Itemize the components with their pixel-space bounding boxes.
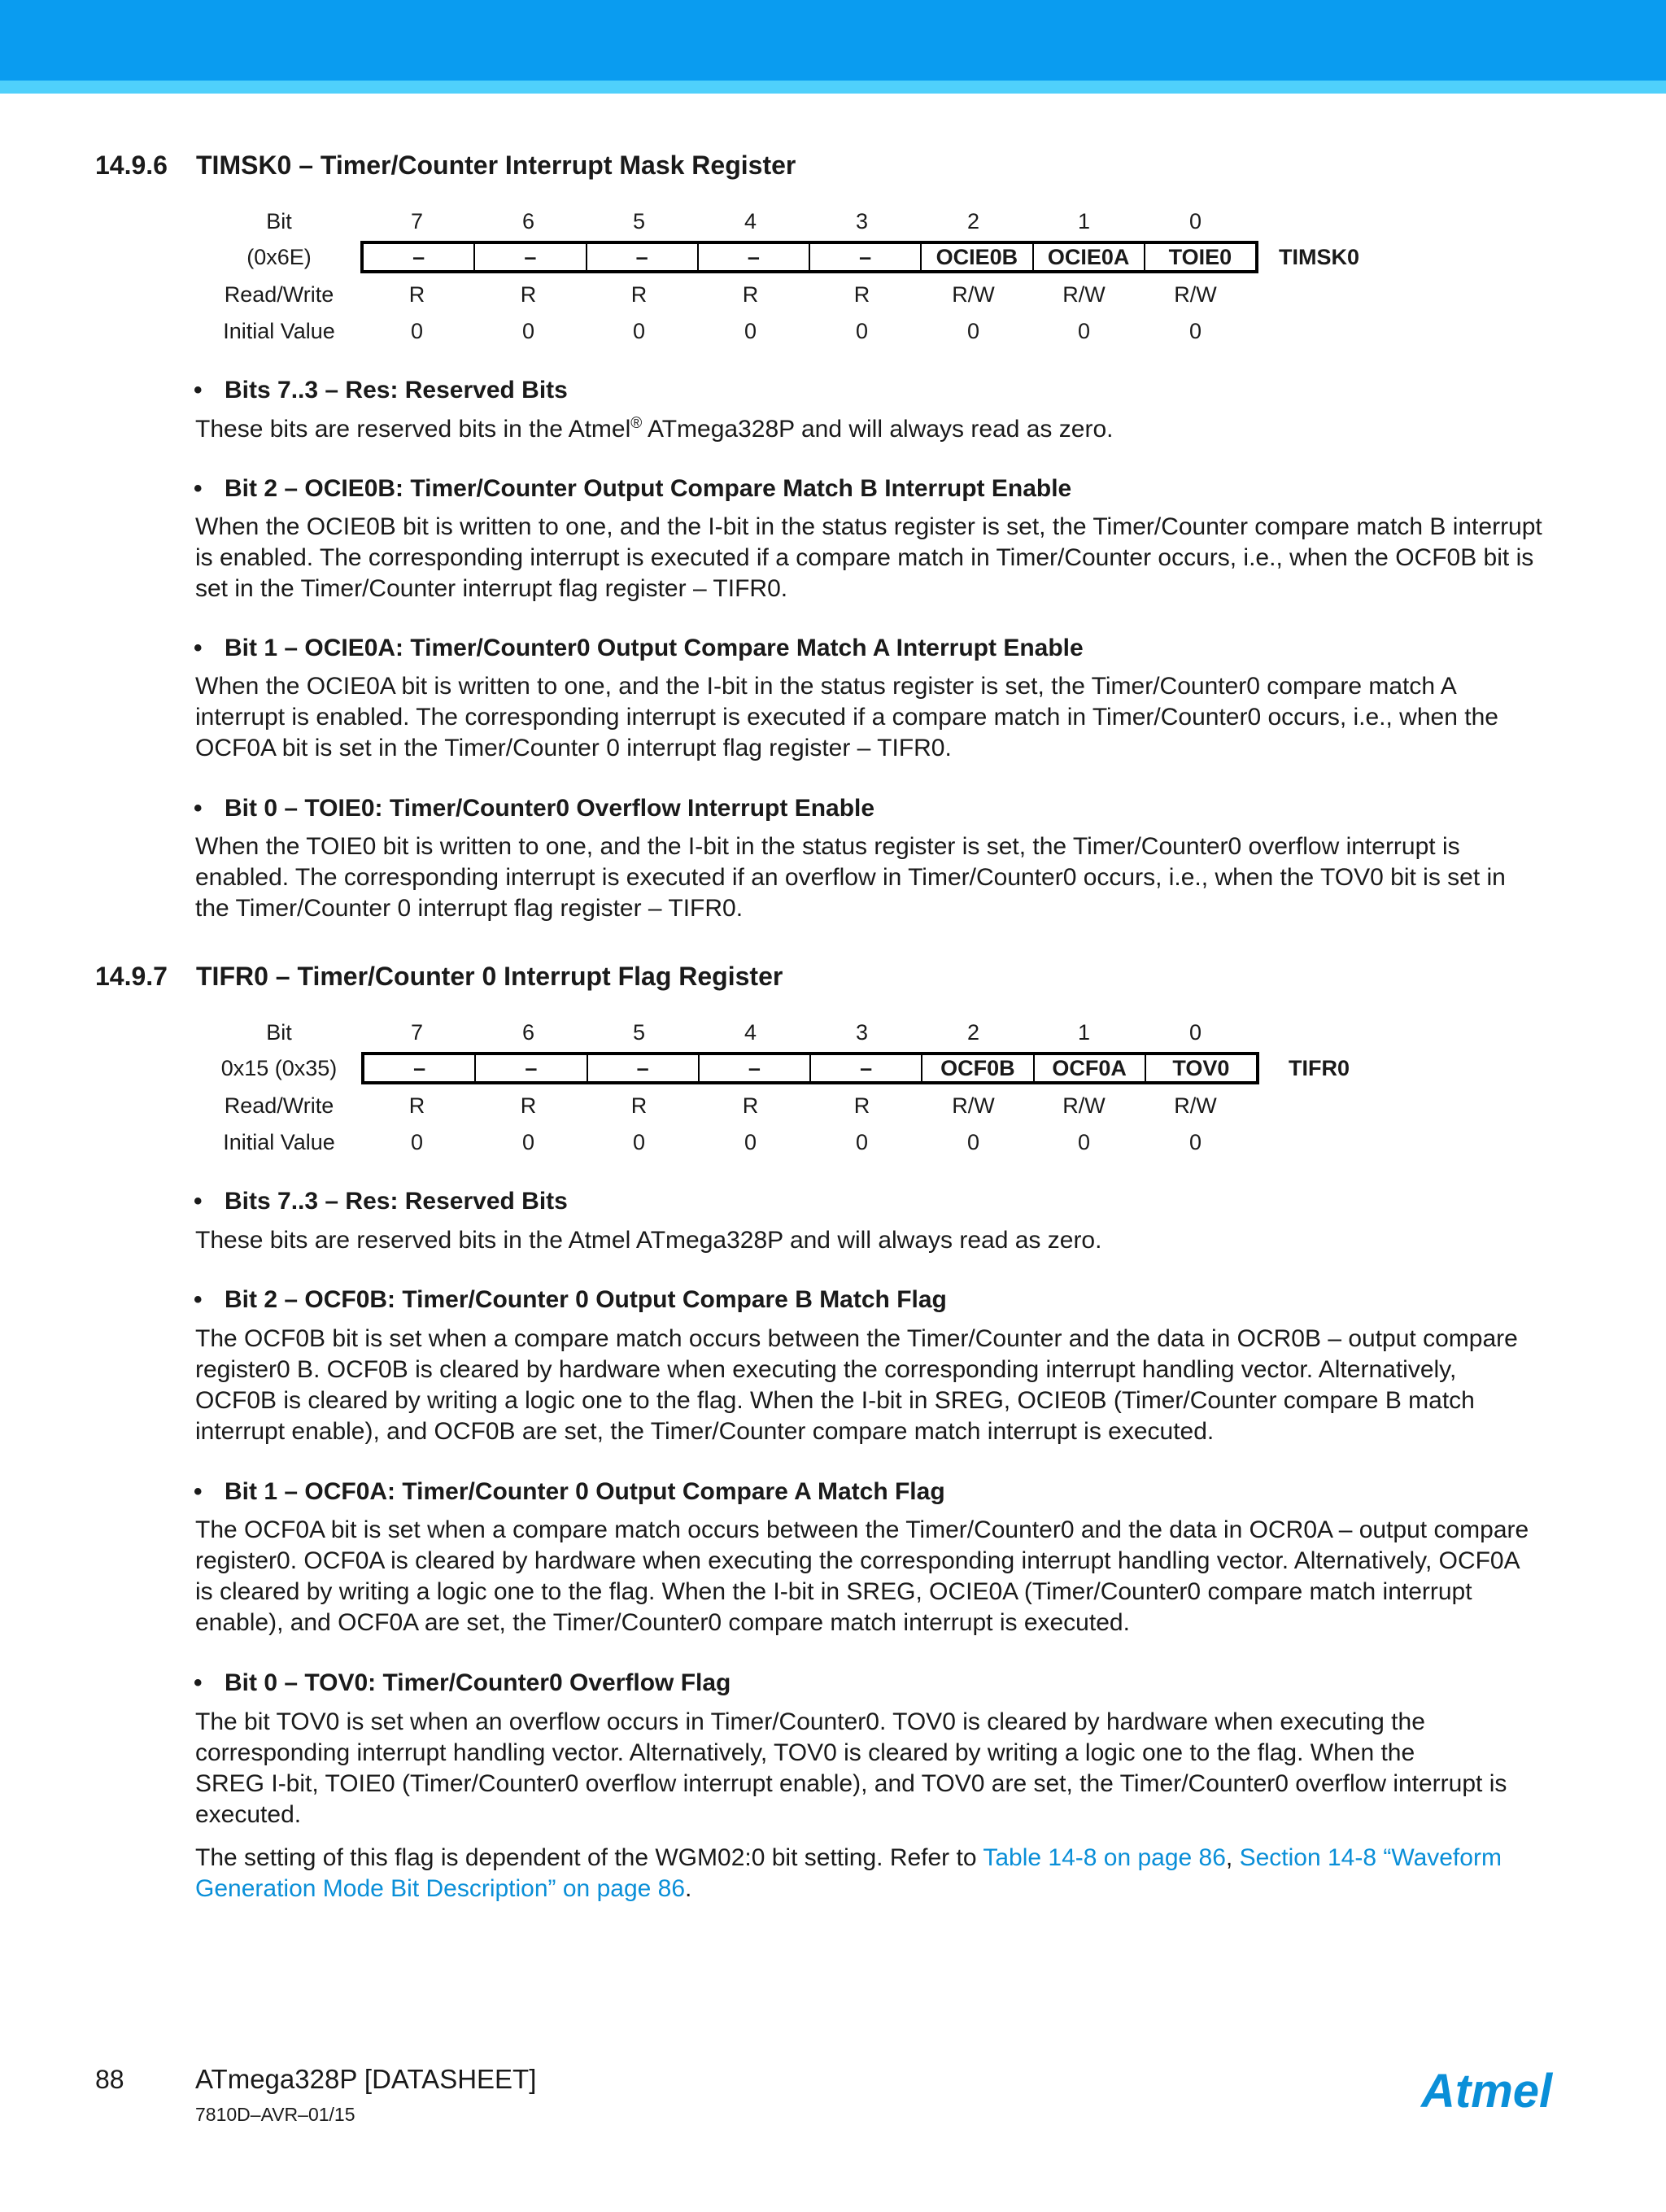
register-value: 1 <box>1077 1020 1091 1045</box>
register-value: 0 <box>410 1130 424 1154</box>
section-heading-timsk0 <box>95 149 796 181</box>
register-bit-box <box>361 1052 1259 1084</box>
bullet-heading: • Bits 7..3 – Res: Reserved Bits <box>194 377 568 404</box>
register-value: R <box>853 282 870 307</box>
closing-paragraph: The setting of this flag is dependent of the WGM02:0 bit setting. Refer to Table 14-8 on page 86, Section 14-8 “Waveform Generation Mode Bit Description” on page 86. <box>195 1844 1502 1902</box>
register-bit-cell: OCIE0A <box>1034 244 1145 270</box>
register-row-label: Initial Value <box>223 319 335 343</box>
register-value: R/W <box>952 282 995 307</box>
register-row-label: (0x6E) <box>246 245 312 269</box>
paragraph: When the TOIE0 bit is written to one, and the I-bit in the status register is set, the Timer/Counter0 overflow interrupt is enabled. The corresponding interrupt is executed if an overflow in Timer/Counter0 occurs, i.e., when the TOV0 bit is set in the Timer/Counter 0 interrupt flag register – TIFR0. <box>195 833 1506 922</box>
register-value: R/W <box>1174 282 1217 307</box>
register-table-timsk0 <box>0 203 1666 350</box>
register-value: 5 <box>632 209 646 233</box>
register-value: 6 <box>521 1020 535 1045</box>
register-value: 0 <box>966 1130 980 1154</box>
register-value: R/W <box>1062 1093 1106 1118</box>
register-value: 0 <box>410 319 424 343</box>
register-row <box>0 277 1666 312</box>
register-value: 7 <box>410 209 424 233</box>
top-banner <box>0 0 1666 81</box>
register-value: 3 <box>855 209 869 233</box>
atmel-logo <box>1420 2065 1574 2117</box>
section-heading-tifr0 <box>95 960 783 993</box>
register-value: 6 <box>521 209 535 233</box>
section-number: 14.9.6 <box>95 151 168 180</box>
register-value: 4 <box>744 209 757 233</box>
bullet-heading: • Bit 1 – OCF0A: Timer/Counter 0 Output Compare A Match Flag <box>194 1478 945 1505</box>
bullet-heading: • Bit 0 – TOIE0: Timer/Counter0 Overflow Interrupt Enable <box>194 795 875 822</box>
register-bit-box <box>360 241 1258 273</box>
register-value: 2 <box>966 1020 980 1045</box>
register-row <box>0 1124 1666 1160</box>
register-value: R <box>742 1093 759 1118</box>
register-bit-cell: – <box>364 1055 476 1081</box>
paragraph: The OCF0A bit is set when a compare match occurs between the Timer/Counter0 and the data in OCR0A – output compare register0. OCF0A is cleared by hardware when executing the corresponding interrupt handling vector. Alternatively, OCF0A is cleared by writing a logic one to the flag. When the I-bit in SREG, OCIE0A (Timer/Counter0 compare match interrupt enable), and OCF0A are set, the Timer/Counter0 compare match interrupt is executed. <box>195 1516 1529 1636</box>
register-value: 0 <box>632 1130 646 1154</box>
paragraph: The bit TOV0 is set when an overflow occurs in Timer/Counter0. TOV0 is cleared by hardware when executing the corresponding interrupt handling vector. Alternatively, TOV0 is cleared by writing a logic one to the flag. When the SREG I-bit, TOIE0 (Timer/Counter0 overflow interrupt enable), and TOV0 are set, the Timer/Counter0 overflow interrupt is executed. <box>195 1708 1507 1828</box>
link-section-14-8-cont[interactable]: Generation Mode Bit Description” on page 86 <box>195 1875 686 1902</box>
register-value: R/W <box>1174 1093 1217 1118</box>
register-name: TIFR0 <box>1289 1056 1350 1080</box>
register-value: 0 <box>744 1130 757 1154</box>
register-row-label: 0x15 (0x35) <box>220 1056 338 1080</box>
register-row-label: Initial Value <box>223 1130 335 1154</box>
register-value: 0 <box>1077 319 1091 343</box>
section-title: TIMSK0 – Timer/Counter Interrupt Mask Register <box>196 151 796 180</box>
section-number: 14.9.7 <box>95 962 168 991</box>
svg-text:Atmel: Atmel <box>1421 2065 1553 2117</box>
section-title: TIFR0 – Timer/Counter 0 Interrupt Flag Register <box>196 962 783 991</box>
paragraph: When the OCIE0A bit is written to one, and the I-bit in the status register is set, the Timer/Counter0 compare match A interrupt is enabled. The corresponding interrupt is executed if a compare match in Timer/Counter0 occurs, i.e., when the OCF0A bit is set in the Timer/Counter 0 interrupt flag register – TIFR0. <box>195 673 1498 761</box>
register-value: 5 <box>632 1020 646 1045</box>
register-value: 2 <box>966 209 980 233</box>
register-bit-cell: – <box>587 244 699 270</box>
register-bit-cell: OCF0A <box>1035 1055 1146 1081</box>
bullet-heading: • Bit 1 – OCIE0A: Timer/Counter0 Output Compare Match A Interrupt Enable <box>194 635 1084 661</box>
register-value: 3 <box>855 1020 869 1045</box>
register-value: 0 <box>855 319 869 343</box>
bullet-heading: • Bit 2 – OCF0B: Timer/Counter 0 Output Compare B Match Flag <box>194 1286 947 1313</box>
bullet-heading: • Bit 0 – TOV0: Timer/Counter0 Overflow Flag <box>194 1669 731 1696</box>
register-row-label: Read/Write <box>224 1093 334 1118</box>
register-row-label: Read/Write <box>224 282 334 307</box>
register-bit-cell: – <box>476 1055 587 1081</box>
register-row <box>0 1014 1666 1050</box>
paragraph: These bits are reserved bits in the Atmel® ATmega328P and will always read as zero. <box>195 415 1114 443</box>
register-row <box>0 313 1666 349</box>
page-number: 88 <box>95 2065 124 2094</box>
register-value: 0 <box>521 1130 535 1154</box>
register-value: 0 <box>1188 209 1202 233</box>
register-value: 0 <box>1077 1130 1091 1154</box>
register-value: R/W <box>952 1093 995 1118</box>
bullet-heading: • Bits 7..3 – Res: Reserved Bits <box>194 1188 568 1215</box>
register-bit-cell: – <box>588 1055 700 1081</box>
register-value: 0 <box>1188 1130 1202 1154</box>
register-bit-cell: – <box>811 1055 922 1081</box>
register-value: 0 <box>966 319 980 343</box>
register-row-label: Bit <box>266 1020 292 1045</box>
top-stripe <box>0 81 1666 94</box>
register-value: R <box>408 1093 425 1118</box>
paragraph: These bits are reserved bits in the Atmel ATmega328P and will always read as zero. <box>195 1227 1102 1254</box>
register-bit-cell: – <box>364 244 475 270</box>
register-value: 0 <box>855 1130 869 1154</box>
register-value: R/W <box>1062 282 1106 307</box>
register-table-tifr0 <box>0 1014 1666 1161</box>
register-value: R <box>853 1093 870 1118</box>
register-row <box>0 239 1666 275</box>
register-value: R <box>630 1093 648 1118</box>
register-value: 0 <box>632 319 646 343</box>
register-value: R <box>520 282 537 307</box>
register-bit-cell: – <box>810 244 922 270</box>
link-section-14-8[interactable]: Section 14-8 “Waveform <box>1239 1844 1502 1871</box>
register-bit-cell: – <box>699 244 810 270</box>
register-bit-cell: OCIE0B <box>922 244 1033 270</box>
register-value: 7 <box>410 1020 424 1045</box>
register-value: R <box>408 282 425 307</box>
register-value: R <box>520 1093 537 1118</box>
paragraph: The OCF0B bit is set when a compare match occurs between the Timer/Counter and the data in OCR0B – output compare register0 B. OCF0B is cleared by hardware when executing the corresponding interrupt handling vector. Alternatively, OCF0B is cleared by writing a logic one to the flag. When the I-bit in SREG, OCIE0B (Timer/Counter compare B match interrupt enable), and OCF0B are set, the Timer/Counter compare match interrupt is executed. <box>195 1325 1518 1445</box>
register-value: 0 <box>521 319 535 343</box>
bullet-heading: • Bit 2 – OCIE0B: Timer/Counter Output Compare Match B Interrupt Enable <box>194 475 1072 502</box>
register-bit-cell: OCF0B <box>922 1055 1034 1081</box>
register-bit-cell: – <box>475 244 587 270</box>
document-title: ATmega328P [DATASHEET] <box>195 2064 537 2094</box>
register-row-label: Bit <box>266 209 292 233</box>
register-value: 4 <box>744 1020 757 1045</box>
register-bit-cell: TOV0 <box>1172 1056 1230 1080</box>
register-row <box>0 1088 1666 1123</box>
register-row <box>0 203 1666 239</box>
document-code: 7810D–AVR–01/15 <box>195 2104 355 2125</box>
register-bit-cell: – <box>700 1055 811 1081</box>
register-value: 0 <box>1188 319 1202 343</box>
register-bit-cell: TOIE0 <box>1168 245 1232 269</box>
link-table-14-8[interactable]: Table 14-8 on page 86 <box>983 1844 1226 1871</box>
register-value: R <box>630 282 648 307</box>
register-value: 1 <box>1077 209 1091 233</box>
register-value: R <box>742 282 759 307</box>
register-row <box>0 1050 1666 1086</box>
register-name: TIMSK0 <box>1279 245 1360 269</box>
register-value: 0 <box>1188 1020 1202 1045</box>
register-value: 0 <box>744 319 757 343</box>
paragraph: When the OCIE0B bit is written to one, and the I-bit in the status register is set, the Timer/Counter compare match B interrupt is enabled. The corresponding interrupt is executed if a compare match in Timer/Counter occurs, i.e., when the OCF0B bit is set in the Timer/Counter interrupt flag register – TIFR0. <box>195 513 1542 602</box>
